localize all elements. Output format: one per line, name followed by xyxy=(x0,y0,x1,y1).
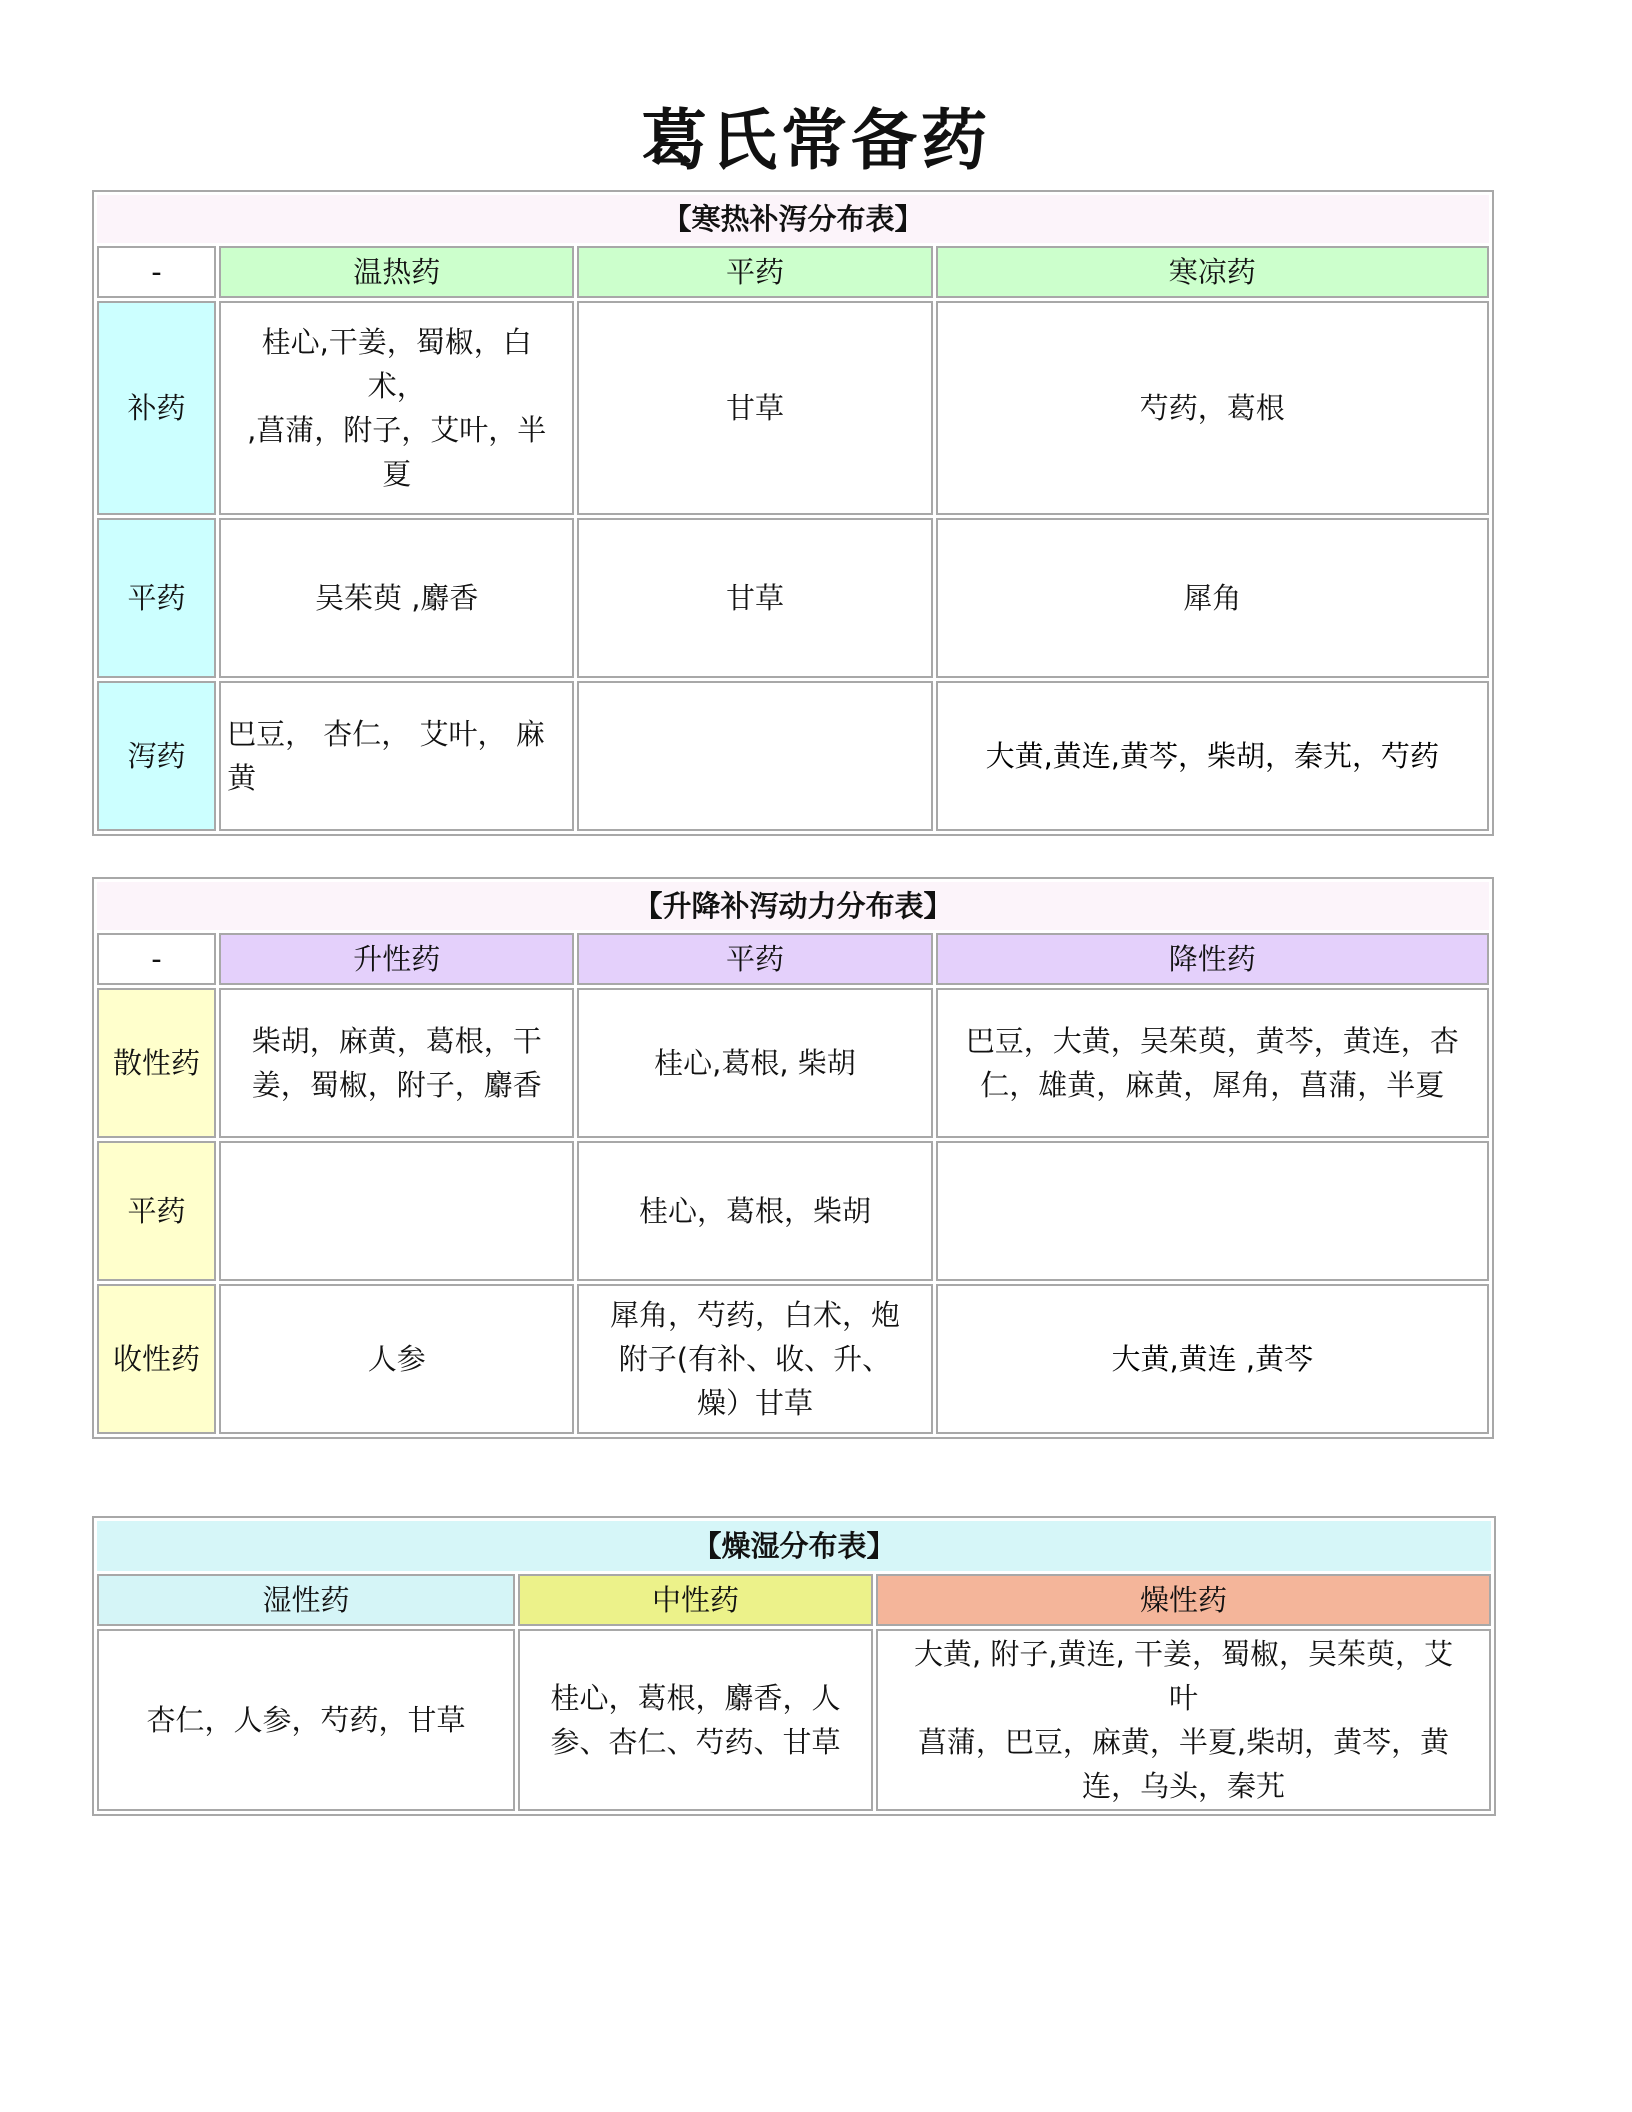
table-cell: 杏仁，人参，芍药，甘草 xyxy=(97,1629,515,1811)
table-cell xyxy=(219,681,574,831)
column-header-neutral: 平药 xyxy=(577,933,932,985)
table-cell: 犀角 xyxy=(936,518,1489,678)
cell-line: 菖蒲，巴豆，麻黄，半夏,柴胡，黄芩，黄 xyxy=(917,1725,1450,1759)
table-cell xyxy=(577,1284,932,1434)
row-label-neutral: 平药 xyxy=(97,518,216,678)
row-label-astringent: 收性药 xyxy=(97,1284,216,1434)
cell-line: 大黄, 附子,黄连, 干姜，蜀椒，吴茱萸，艾 xyxy=(913,1637,1454,1671)
row-label-tonic: 补药 xyxy=(97,301,216,515)
cold-heat-table xyxy=(92,190,1494,836)
column-header-rising: 升性药 xyxy=(219,933,574,985)
table-title: 【燥湿分布表】 xyxy=(97,1521,1491,1571)
column-header-dry: 燥性药 xyxy=(876,1574,1491,1626)
column-header-cold: 寒凉药 xyxy=(936,246,1489,298)
cell-line: 参、杏仁、芍药、甘草 xyxy=(550,1725,841,1759)
cell-line: 仁，雄黄，麻黄，犀角，菖蒲，半夏 xyxy=(980,1068,1445,1102)
cell-line: 附子(有补、收、升、 xyxy=(618,1342,892,1376)
cell-line: 燥）甘草 xyxy=(696,1386,813,1420)
table-cell-empty xyxy=(577,681,932,831)
table-cell-empty xyxy=(219,1141,574,1281)
table-cell: 甘草 xyxy=(577,518,932,678)
column-header-warm: 温热药 xyxy=(219,246,574,298)
corner-cell: - xyxy=(97,933,216,985)
table-cell xyxy=(936,988,1489,1138)
cell-line: 桂心,干姜，蜀椒，白 xyxy=(261,325,532,359)
cell-line: 连，乌头，秦艽 xyxy=(1081,1769,1285,1803)
cell-line: 术， xyxy=(367,369,426,403)
table-cell: 大黄,黄连,黄芩，柴胡，秦艽，芍药 xyxy=(936,681,1489,831)
page-title: 葛氏常备药 xyxy=(641,102,991,179)
table-title: 【寒热补泻分布表】 xyxy=(97,195,1489,243)
column-header-neutral: 中性药 xyxy=(518,1574,873,1626)
cell-line: ,菖蒲，附子，艾叶，半 xyxy=(247,413,547,447)
row-label-purge: 泻药 xyxy=(97,681,216,831)
cell-line: 巴豆， 杏仁， 艾叶， 麻 xyxy=(227,717,545,751)
column-header-falling: 降性药 xyxy=(936,933,1489,985)
row-label-dispersing: 散性药 xyxy=(97,988,216,1138)
table-cell: 甘草 xyxy=(577,301,932,515)
table-cell xyxy=(219,301,574,515)
cell-line: 姜，蜀椒，附子，麝香 xyxy=(251,1068,542,1102)
column-header-neutral: 平药 xyxy=(577,246,932,298)
table-cell xyxy=(518,1629,873,1811)
row-label-neutral: 平药 xyxy=(97,1141,216,1281)
rise-fall-table xyxy=(92,877,1494,1439)
cell-line: 犀角，芍药，白术，炮 xyxy=(609,1298,900,1332)
table-cell: 人参 xyxy=(219,1284,574,1434)
cell-line: 叶 xyxy=(1168,1681,1198,1715)
dry-damp-table xyxy=(92,1516,1496,1816)
table-cell: 桂心,葛根, 柴胡 xyxy=(577,988,932,1138)
corner-cell: - xyxy=(97,246,216,298)
cell-line: 桂心，葛根，麝香，人 xyxy=(550,1681,841,1715)
table-cell: 大黄,黄连 ,黄芩 xyxy=(936,1284,1489,1434)
column-header-damp: 湿性药 xyxy=(97,1574,515,1626)
table-cell xyxy=(219,988,574,1138)
table-title: 【升降补泻动力分布表】 xyxy=(97,882,1489,930)
cell-line: 巴豆，大黄，吴茱萸，黄芩，黄连，杏 xyxy=(965,1024,1459,1058)
cell-line: 黄 xyxy=(227,761,257,795)
table-cell: 桂心，葛根，柴胡 xyxy=(577,1141,932,1281)
cell-line: 夏 xyxy=(382,457,412,491)
table-cell xyxy=(876,1629,1491,1811)
table-cell-empty xyxy=(936,1141,1489,1281)
table-cell: 芍药，葛根 xyxy=(936,301,1489,515)
cell-line: 柴胡，麻黄，葛根，干 xyxy=(251,1024,542,1058)
table-cell: 吴茱萸 ,麝香 xyxy=(219,518,574,678)
